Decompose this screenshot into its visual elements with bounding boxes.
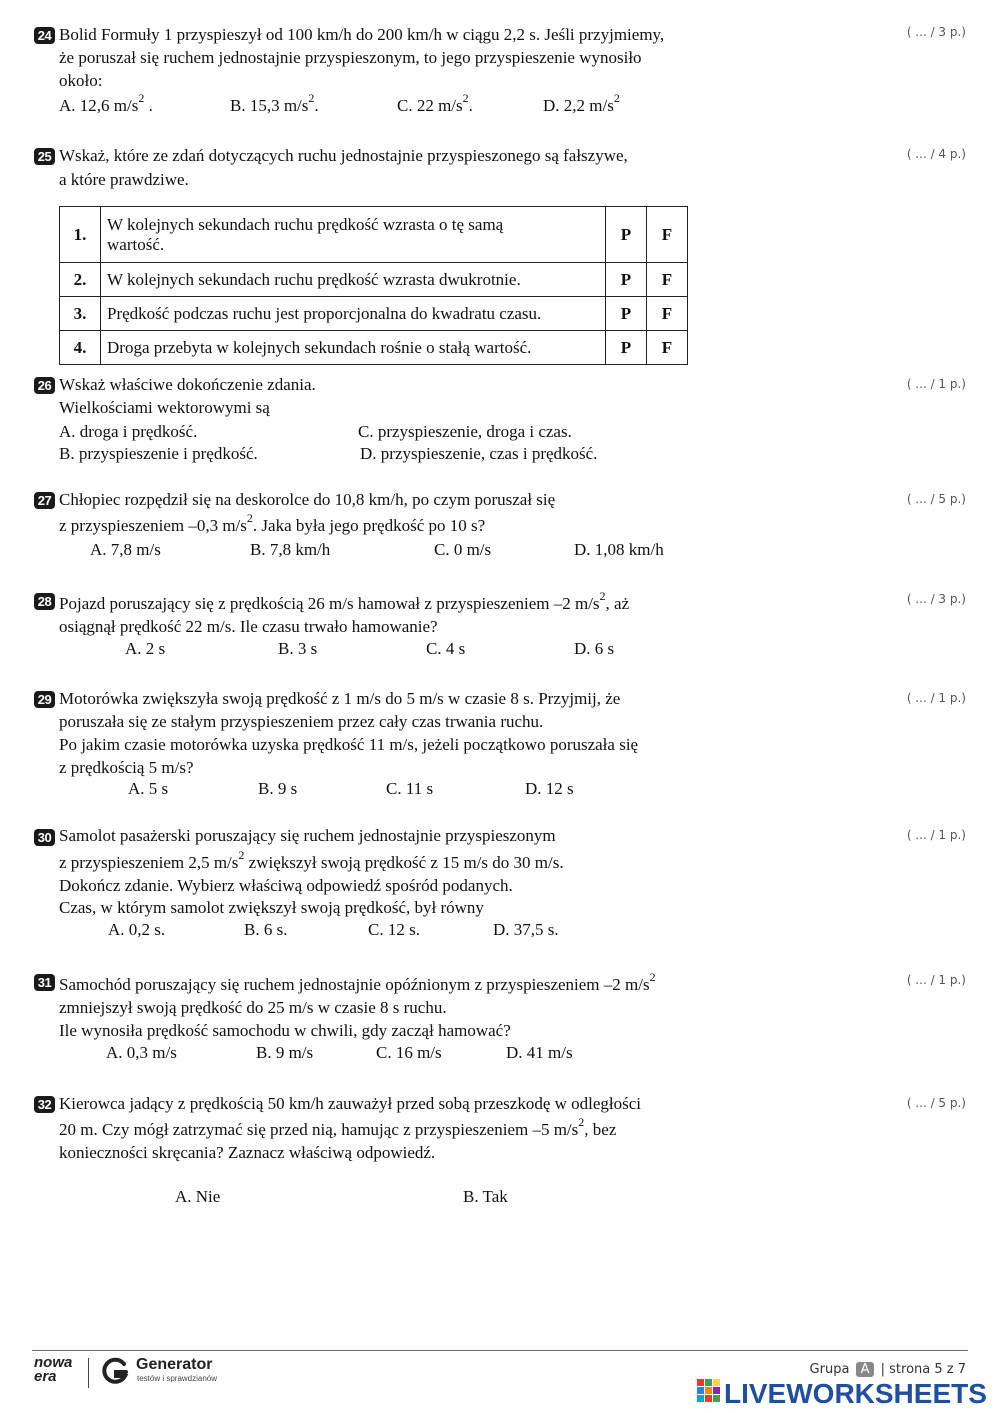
question-text: Wskaż, które ze zdań dotyczących ruchu jednostajnie przyspieszonego są fałszywe, (59, 146, 628, 165)
answer-option-d[interactable]: D. 6 s (574, 639, 615, 658)
answer-option-c[interactable]: C. 22 $m/s^2$. (397, 91, 473, 115)
answer-option-c[interactable]: C. przyspieszenie, droga i czas. (358, 422, 572, 441)
answer-option-b[interactable]: B. Tak (463, 1187, 508, 1206)
statement: Droga przebyta w kolejnych sekundach rośnie o stałą wartość. (101, 331, 606, 365)
answer-option-c[interactable]: C. 12 s. (368, 920, 420, 939)
question-text: osiągnął prędkość 22 m/s. Ile czasu trwało hamowanie? (59, 617, 438, 636)
answer-option-a[interactable]: A. 5 s (128, 779, 169, 798)
answer-option-b[interactable]: B. 9 m/s (256, 1043, 314, 1062)
question-text: Samochód poruszający się ruchem jednostajnie opóźnionym z przyspieszeniem –2 $m/s^2$ (59, 970, 656, 994)
points-label: ( ... / 3 p.) (906, 592, 966, 606)
answer-option-a[interactable]: A. droga i prędkość. (59, 422, 198, 441)
question-text: poruszała się ze stałym przyspieszeniem przez cały czas trwania ruchu. (59, 712, 544, 731)
answer-option-b[interactable]: B. 15,3 $m/s^2$. (230, 91, 319, 115)
answer-option-a[interactable]: A. 12,6 $m/s^2$ . (59, 91, 153, 115)
points-label: ( ... / 3 p.) (906, 25, 966, 39)
question-text: około: (59, 71, 103, 90)
answer-option-d[interactable]: D. przyspieszenie, czas i prędkość. (360, 444, 598, 463)
question-number: 28 (34, 593, 55, 610)
false-option[interactable]: F (647, 263, 688, 297)
statement: Prędkość podczas ruchu jest proporcjonalna do kwadratu czasu. (101, 297, 606, 331)
table-row (60, 263, 688, 297)
question-text: Chłopiec rozpędził się na deskorolce do 10,8 km/h, po czym poruszał się (59, 490, 556, 509)
row-number: 3. (60, 297, 101, 331)
footer-divider (32, 1350, 968, 1351)
group-badge: A (856, 1362, 875, 1377)
answer-option-d[interactable]: D. 12 s (525, 779, 574, 798)
false-option[interactable]: F (647, 297, 688, 331)
statement: W kolejnych sekundach ruchu prędkość wzrasta o tę samą wartość. (101, 207, 606, 263)
question-number: 30 (34, 829, 55, 846)
false-option[interactable]: F (647, 331, 688, 365)
answer-option-b[interactable]: B. przyspieszenie i prędkość. (59, 444, 258, 463)
answer-option-a[interactable]: A. 7,8 m/s (90, 540, 161, 559)
answer-option-c[interactable]: C. 0 m/s (434, 540, 492, 559)
question-text: Samolot pasażerski poruszający się ruchem jednostajnie przyspieszonym (59, 826, 556, 845)
answer-option-b[interactable]: B. 9 s (258, 779, 298, 798)
question-text: Dokończ zdanie. Wybierz właściwą odpowiedź spośród podanych. (59, 876, 513, 895)
question-number: 27 (34, 492, 55, 509)
row-number: 2. (60, 263, 101, 297)
true-option[interactable]: P (606, 297, 647, 331)
answer-option-c[interactable]: C. 4 s (426, 639, 466, 658)
answer-option-a[interactable]: A. 0,2 s. (108, 920, 166, 939)
row-number: 4. (60, 331, 101, 365)
answer-option-c[interactable]: C. 16 m/s (376, 1043, 442, 1062)
false-option[interactable]: F (647, 207, 688, 263)
question-number: 26 (34, 377, 55, 394)
statement: W kolejnych sekundach ruchu prędkość wzrasta dwukrotnie. (101, 263, 606, 297)
points-label: ( ... / 1 p.) (906, 691, 966, 705)
question-text: a które prawdziwe. (59, 170, 189, 189)
question-text: konieczności skręcania? Zaznacz właściwą odpowiedź. (59, 1143, 436, 1162)
points-label: ( ... / 1 p.) (906, 828, 966, 842)
points-label: ( ... / 1 p.) (906, 973, 966, 987)
question-number: 32 (34, 1096, 55, 1113)
true-option[interactable]: P (606, 263, 647, 297)
question-text: Ile wynosiła prędkość samochodu w chwili, gdy zaczął hamować? (59, 1021, 511, 1040)
table-row (60, 331, 688, 365)
question-text: Po jakim czasie motorówka uzyska prędkość 11 m/s, jeżeli początkowo poruszała się (59, 735, 639, 754)
answer-option-d[interactable]: D. 41 m/s (506, 1043, 573, 1062)
question-number: 24 (34, 27, 55, 44)
question-text: z przyspieszeniem 2,5 $m/s^2$ zwiększył swoją prędkość z 15 m/s do 30 m/s. (59, 848, 564, 872)
question-text: Kierowca jadący z prędkością 50 km/h zauważył przed sobą przeszkodę w odległości (59, 1094, 642, 1113)
question-text: Wielkościami wektorowymi są (59, 398, 270, 417)
points-label: ( ... / 4 p.) (906, 147, 966, 161)
question-text: Wskaż właściwe dokończenie zdania. (59, 375, 316, 394)
answer-option-d[interactable]: D. 1,08 km/h (574, 540, 664, 559)
answer-option-b[interactable]: B. 6 s. (244, 920, 288, 939)
answer-option-b[interactable]: B. 7,8 km/h (250, 540, 331, 559)
question-text: 20 m. Czy mógł zatrzymać się przed nią, hamując z przyspieszeniem –5 $m/s^2$, bez (59, 1115, 617, 1139)
generator-logo-icon (100, 1356, 130, 1386)
question-text: Czas, w którym samolot zwiększył swoją prędkość, był równy (59, 898, 484, 917)
liveworksheets-watermark: LIVEWORKSHEETS (724, 1378, 987, 1409)
true-false-table (59, 206, 688, 365)
question-text: zmniejszył swoją prędkość do 25 m/s w czasie 8 s ruchu. (59, 998, 447, 1017)
answer-option-a[interactable]: A. 2 s (125, 639, 166, 658)
points-label: ( ... / 1 p.) (906, 377, 966, 391)
question-text: Motorówka zwiększyła swoją prędkość z 1 m/s do 5 m/s w czasie 8 s. Przyjmij, że (59, 689, 621, 708)
table-row (60, 207, 688, 263)
question-number: 29 (34, 691, 55, 708)
points-label: ( ... / 5 p.) (906, 492, 966, 506)
answer-option-a[interactable]: A. 0,3 m/s (106, 1043, 177, 1062)
liveworksheets-logo-icon (697, 1377, 721, 1411)
answer-option-d[interactable]: D. 2,2 $m/s^2$ (543, 91, 620, 115)
generator-title: Generator (136, 1356, 213, 1373)
nowa-era-logo: nowa era (34, 1354, 73, 1385)
logo-separator (88, 1358, 89, 1388)
points-label: ( ... / 5 p.) (906, 1096, 966, 1110)
answer-option-c[interactable]: C. 11 s (386, 779, 434, 798)
question-number: 25 (34, 148, 55, 165)
question-text: że poruszał się ruchem jednostajnie przyspieszonym, to jego przyspieszenie wynosiło (59, 48, 642, 67)
answer-option-a[interactable]: A. Nie (175, 1187, 221, 1206)
answer-option-b[interactable]: B. 3 s (278, 639, 318, 658)
row-number: 1. (60, 207, 101, 263)
question-text: Pojazd poruszający się z prędkością 26 m/s hamował z przyspieszeniem –2 $m/s^2$, aż (59, 589, 630, 613)
page-info: Grupa A | strona 5 z 7 (809, 1362, 966, 1377)
generator-subtitle: testów i sprawdzianów (137, 1374, 218, 1383)
true-option[interactable]: P (606, 331, 647, 365)
true-option[interactable]: P (606, 207, 647, 263)
answer-option-d[interactable]: D. 37,5 s. (493, 920, 559, 939)
table-row (60, 297, 688, 331)
question-text: z przyspieszeniem –0,3 $m/s^2$. Jaka była jego prędkość po 10 s? (59, 511, 486, 535)
question-number: 31 (34, 974, 55, 991)
question-text: z prędkością 5 m/s? (59, 758, 194, 777)
question-text: Bolid Formuły 1 przyspieszył od 100 km/h do 200 km/h w ciągu 2,2 s. Jeśli przyjmiemy, (59, 25, 665, 44)
